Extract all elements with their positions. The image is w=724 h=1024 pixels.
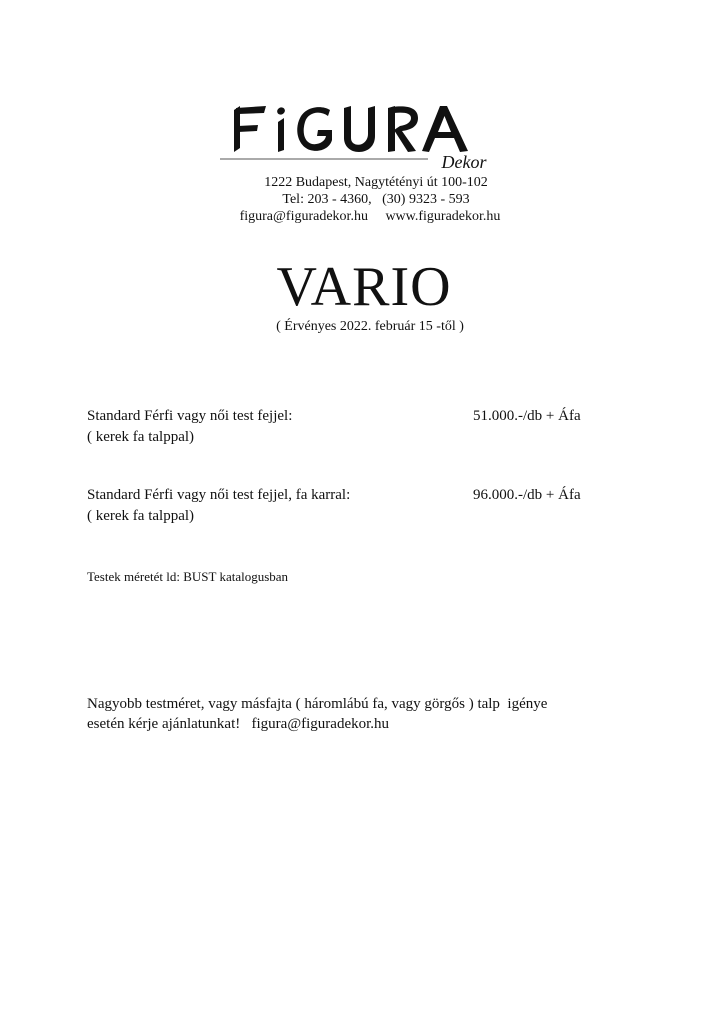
product-2-name: Standard Férfi vagy női test fejjel, fa karral: [87, 487, 351, 503]
product-2-base: ( kerek fa talppal) [87, 508, 195, 524]
size-reference-note: Testek méretét ld: BUST katalogusban [87, 569, 289, 584]
footer-line-2: esetén kérje ajánlatunkat! figura@figuradekor.hu [87, 716, 390, 732]
address-line: 1222 Budapest, Nagytétényi út 100-102 [264, 175, 488, 190]
product-1-base: ( kerek fa talppal) [87, 429, 195, 445]
product-2-price: 96.000.-/db + Áfa [473, 487, 581, 503]
figura-dekor-logo [218, 96, 508, 174]
page-title: VARIO [276, 256, 452, 318]
footer-line-1: Nagyobb testméret, vagy másfajta ( háromlábú fa, vagy görgős ) talp igénye [87, 696, 548, 712]
phone-line: Tel: 203 - 4360, (30) 9323 - 593 [282, 192, 470, 207]
product-1-name: Standard Férfi vagy női test fejjel: [87, 408, 293, 424]
logo-dekor-text: Dekor [441, 152, 487, 172]
product-1-price: 51.000.-/db + Áfa [473, 408, 581, 424]
email-web-line: figura@figuradekor.hu www.figuradekor.hu [239, 209, 501, 224]
validity-date: ( Érvényes 2022. február 15 -től ) [276, 319, 464, 334]
